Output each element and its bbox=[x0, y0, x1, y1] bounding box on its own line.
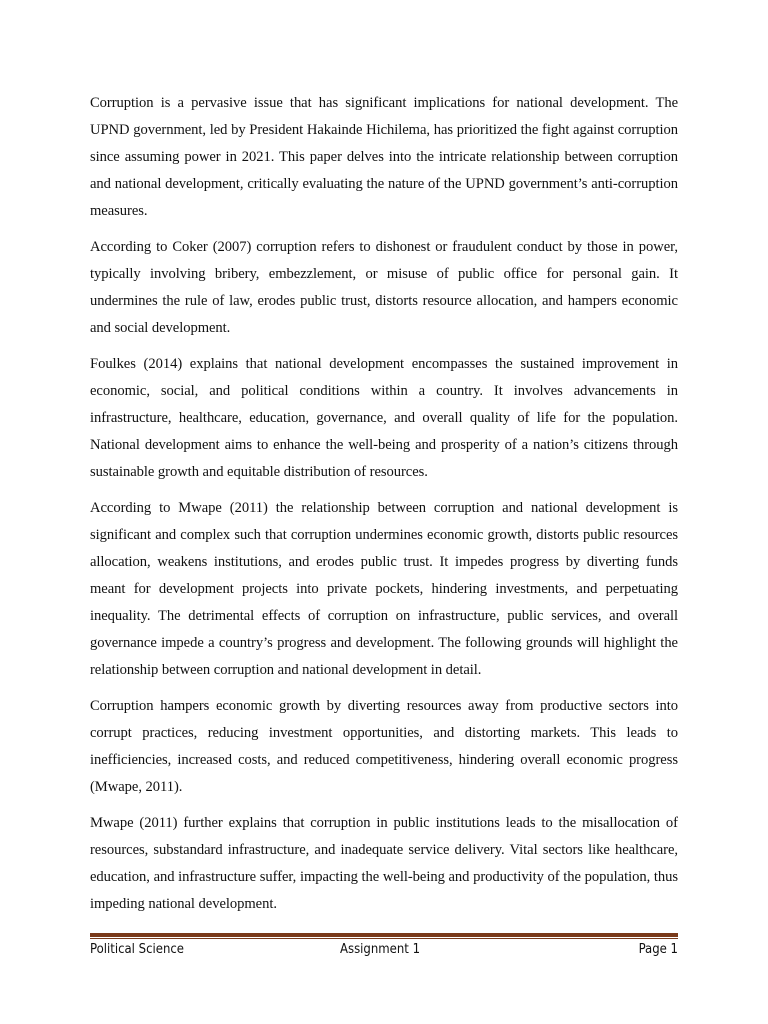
paragraph-6: Mwape (2011) further explains that corruption in public institutions leads to the misallocation of resources, substandard infrastructure, and inadequate service delivery. Vital sectors like healthcare, education, and infrastructure suffer, impacting the well-being and productivity of the population, thus impeding national development. bbox=[90, 815, 678, 912]
footer-page-number: Page 1 bbox=[638, 942, 678, 957]
footer-assignment-label: Assignment 1 bbox=[340, 942, 421, 957]
paragraph-3: Foulkes (2014) explains that national development encompasses the sustained improvement in economic, social, and political conditions within a country. It involves advancements in infrastructure, healthcare, education, governance, and overall quality of life for the population. National development aims to enhance the well-being and prosperity of a nation’s citizens through sustainable growth and equitable distribution of resources. bbox=[90, 356, 678, 480]
page-footer bbox=[90, 942, 678, 962]
paragraph-2: According to Coker (2007) corruption refers to dishonest or fraudulent conduct by those in power, typically involving bribery, embezzlement, or misuse of public office for personal gain. It undermines the rule of law, erodes public trust, distorts resource allocation, and hampers economic and social development. bbox=[90, 239, 678, 336]
paragraph-4: According to Mwape (2011) the relationship between corruption and national development is significant and complex such that corruption undermines economic growth, distorts public resources allocation, weakens institutions, and erodes public trust. It impedes progress by diverting funds meant for development projects into private pockets, hindering investments, and perpetuating inequality. The detrimental effects of corruption on infrastructure, public services, and overall governance impede a country’s progress and development. The following grounds will highlight the relationship between corruption and national development in detail. bbox=[90, 500, 678, 678]
document-body bbox=[90, 90, 678, 927]
paragraph-1: Corruption is a pervasive issue that has significant implications for national development. The UPND government, led by President Hakainde Hichilema, has prioritized the fight against corruption since assuming power in 2021. This paper delves into the intricate relationship between corruption and national development, critically evaluating the nature of the UPND government’s anti-corruption measures. bbox=[90, 95, 678, 219]
footer-divider-thick bbox=[90, 933, 678, 937]
footer-divider-thin bbox=[90, 938, 678, 939]
footer-course-name: Political Science bbox=[90, 942, 184, 957]
paragraph-5: Corruption hampers economic growth by diverting resources away from productive sectors into corrupt practices, reducing investment opportunities, and distorting markets. This leads to inefficiencies, increased costs, and reduced competitiveness, hindering overall economic progress (Mwape, 2011). bbox=[90, 698, 678, 795]
